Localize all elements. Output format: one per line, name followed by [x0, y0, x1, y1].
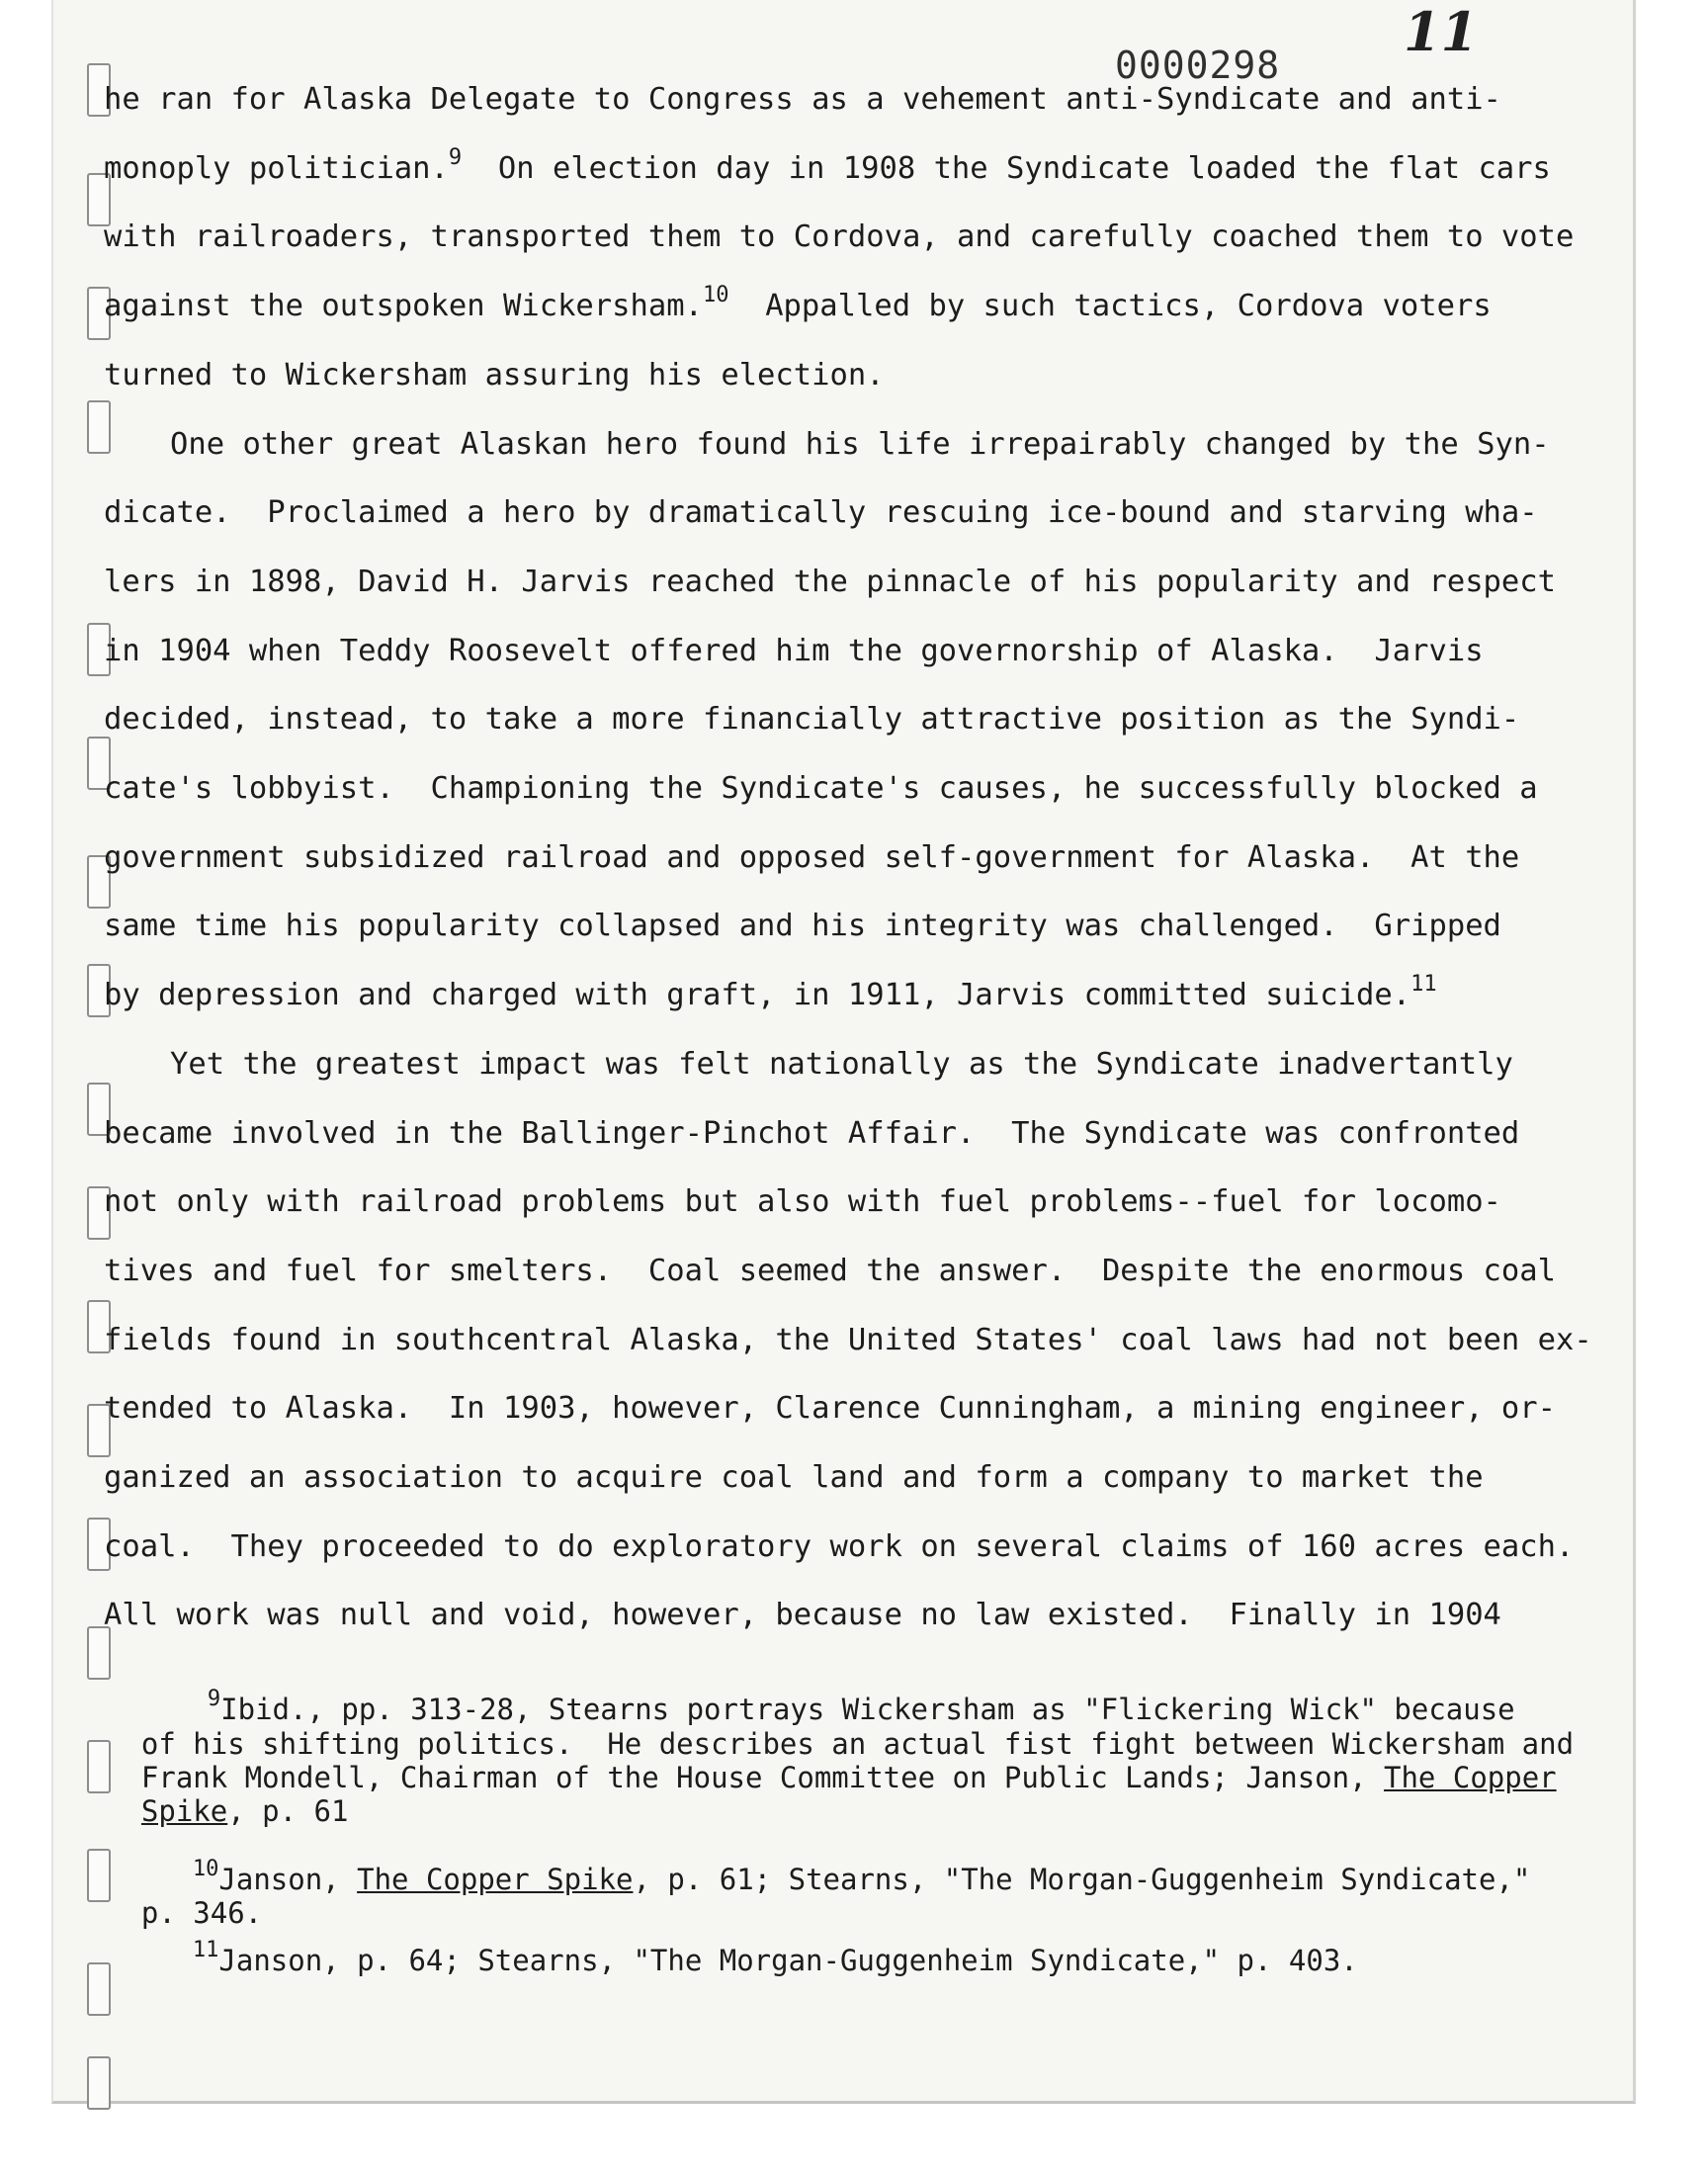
line-text: by depression and charged with graft, in 1911, Jarvis committed suicide.: [104, 978, 1411, 1012]
footnote-9-line-4: [107, 1769, 348, 1826]
line-text: decided, instead, to take a more financially attractive position as the Syndi-: [104, 702, 1520, 737]
line-text: with railroaders, transported them to Cordova, and carefully coached them to vote: [104, 219, 1575, 254]
footnote-line: Janson, p. 64; Stearns, "The Morgan-Guggenheim Syndicate," p. 403.: [218, 1944, 1358, 1977]
footnote-mark: 11: [192, 1938, 219, 1962]
body-line: [170, 1047, 1513, 1082]
line-text: turned to Wickersham assuring his election.: [104, 358, 885, 392]
line-text: same time his popularity collapsed and his integrity was challenged. Gripped: [104, 909, 1501, 943]
body-line: [104, 771, 1538, 806]
binder-hole: [87, 1962, 111, 2016]
footnote-line: Ibid., pp. 313-28, Stearns portrays Wickersham as "Flickering Wick" because: [220, 1693, 1515, 1726]
body-line: [104, 1116, 1520, 1151]
line-text: tended to Alaska. In 1903, however, Clarence Cunningham, a mining engineer, or-: [104, 1391, 1557, 1426]
body-line: [104, 1184, 1501, 1219]
footnote-line: of his shifting politics. He describes an actual fist fight between Wickersham and: [140, 1727, 1575, 1761]
line-text: tives and fuel for smelters. Coal seemed the answer. Despite the enormous coal: [104, 1254, 1557, 1288]
line-text: coal. They proceeded to do exploratory work on several claims of 160 acres each.: [104, 1529, 1575, 1564]
line-text: in 1904 when Teddy Roosevelt offered him the governorship of Alaska. Jarvis: [104, 634, 1484, 668]
body-line: [104, 1460, 1484, 1495]
body-line: [104, 909, 1501, 943]
handwritten-page-number: 11: [1404, 0, 1479, 63]
body-line: [104, 82, 1501, 117]
body-line: [170, 427, 1550, 462]
line-text: ganized an association to acquire coal land and form a company to market the: [104, 1460, 1484, 1495]
footnote-line: p. 346.: [140, 1896, 263, 1930]
body-line: [104, 1323, 1592, 1357]
footnote-line: , p. 61; Stearns, "The Morgan-Guggenheim Syndicate,": [633, 1863, 1531, 1896]
binder-hole: [87, 2056, 111, 2110]
body-line: [104, 283, 1492, 323]
footnote-reference: 9: [448, 145, 463, 170]
line-text: government subsidized railroad and opposed self-government for Alaska. At the: [104, 840, 1520, 875]
body-line: [104, 634, 1484, 668]
line-text: Appalled by such tactics, Cordova voters: [728, 289, 1492, 323]
body-line: [104, 1254, 1557, 1288]
line-text: he ran for Alaska Delegate to Congress as a vehement anti-Syndicate and anti-: [104, 82, 1501, 117]
body-line: [104, 840, 1520, 875]
line-text: On election day in 1908 the Syndicate loaded the flat cars: [462, 151, 1551, 186]
line-text: lers in 1898, David H. Jarvis reached the pinnacle of his popularity and respect: [104, 565, 1557, 599]
footnote-line: , p. 61: [227, 1794, 349, 1828]
line-text: dicate. Proclaimed a hero by dramatically rescuing ice-bound and starving wha-: [104, 495, 1538, 530]
footnote-line: Frank Mondell, Chairman of the House Committee on Public Lands; Janson,: [140, 1761, 1385, 1794]
footnote-reference: 10: [702, 283, 729, 307]
body-line: [104, 219, 1575, 254]
body-line: [104, 145, 1551, 186]
line-text: not only with railroad problems but also with fuel problems--fuel for locomo-: [104, 1184, 1501, 1219]
binder-hole: [87, 400, 111, 454]
line-text: became involved in the Ballinger-Pinchot Affair. The Syndicate was confronted: [104, 1116, 1520, 1151]
footnote-reference: 11: [1410, 972, 1437, 997]
body-line: [104, 1598, 1501, 1632]
line-text: against the outspoken Wickersham.: [104, 289, 703, 323]
footnote-10: [158, 1837, 1530, 1894]
book-title: The Copper Spike: [357, 1863, 634, 1896]
footnote-mark: 9: [207, 1687, 221, 1711]
line-text: monoply politician.: [104, 151, 449, 186]
footnote-line: Janson,: [218, 1863, 358, 1896]
body-line: [104, 567, 1556, 598]
line-text: fields found in southcentral Alaska, the United States' coal laws had not been ex-: [104, 1323, 1592, 1357]
line-text: cate's lobbyist. Championing the Syndicate's causes, he successfully blocked a: [104, 771, 1538, 806]
footnote-mark: 10: [192, 1857, 219, 1881]
footnote-11: [158, 1918, 1358, 1975]
binder-hole: [87, 1626, 111, 1680]
line-text: Yet the greatest impact was felt nationally as the Syndicate inadvertantly: [170, 1047, 1513, 1082]
body-line: [104, 1391, 1557, 1426]
line-text: One other great Alaskan hero found his life irrepairably changed by the Syn-: [170, 427, 1550, 462]
body-line: [104, 495, 1538, 530]
body-line: [104, 358, 885, 392]
body-line: [104, 702, 1520, 737]
book-title: Spike: [140, 1794, 228, 1828]
body-line: [104, 972, 1437, 1012]
book-title: The Copper: [1384, 1761, 1557, 1794]
line-text: All work was null and void, however, because no law existed. Finally in 1904: [104, 1598, 1501, 1632]
body-line: [104, 1529, 1575, 1564]
document-stamp-number: 0000298: [1115, 44, 1281, 87]
